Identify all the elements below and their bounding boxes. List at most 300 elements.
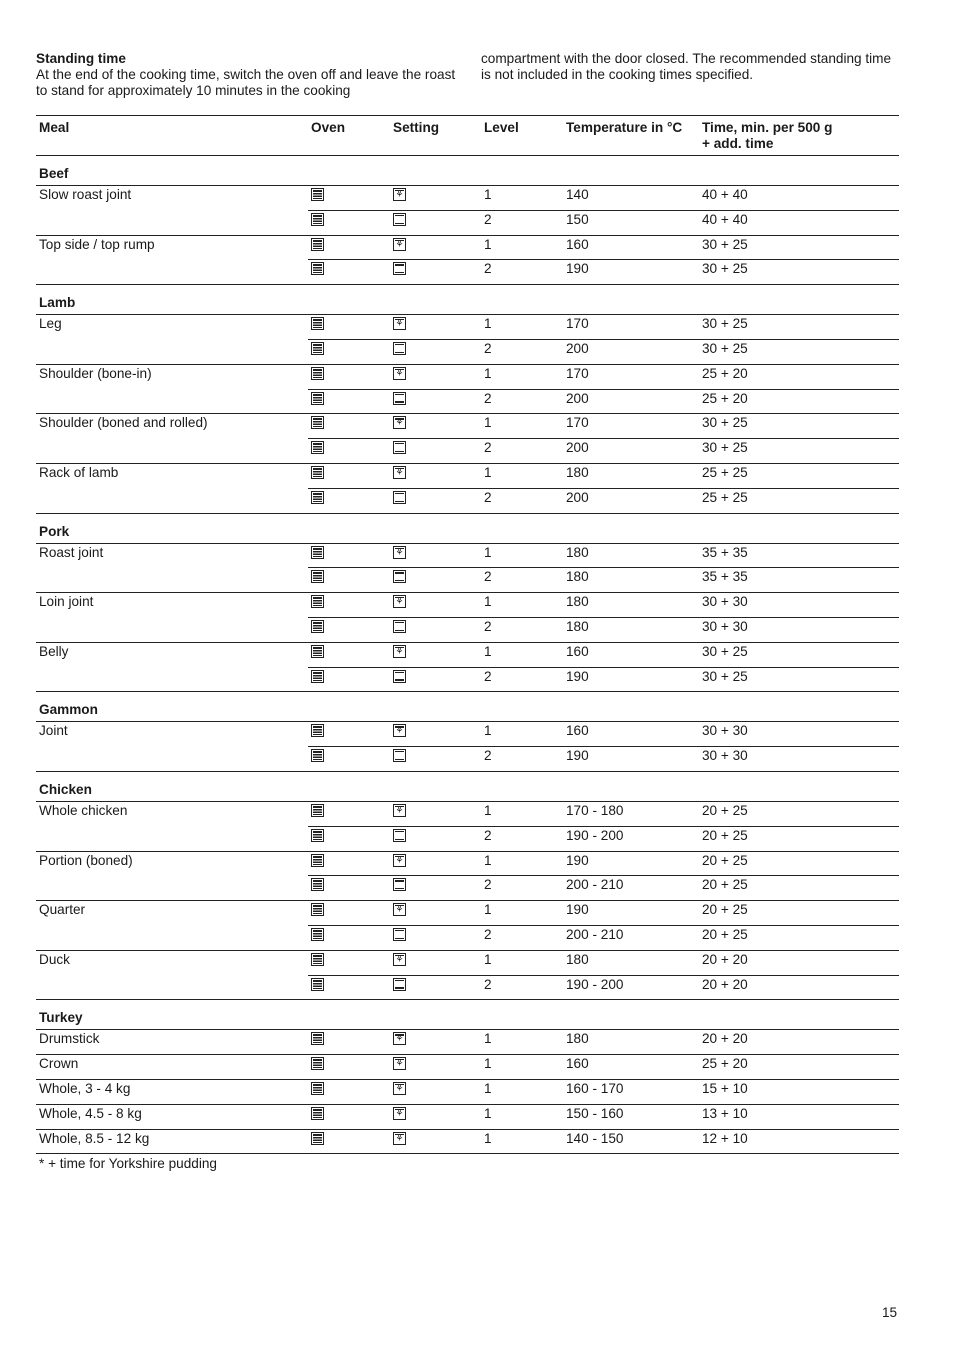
level-cell: 2 — [481, 747, 563, 772]
time-cell: 30 + 25 — [699, 235, 899, 260]
setting-cell — [390, 901, 481, 926]
oven-cell — [308, 1104, 390, 1129]
time-cell: 30 + 30 — [699, 722, 899, 747]
time-cell: 20 + 25 — [699, 826, 899, 851]
fan-icon — [393, 238, 406, 251]
level-cell: 2 — [481, 667, 563, 692]
setting-cell — [390, 1104, 481, 1129]
fan-icon — [393, 1057, 406, 1070]
level-cell: 2 — [481, 876, 563, 901]
oven-cell — [308, 593, 390, 618]
meal-cell — [36, 876, 308, 901]
temp-cell: 190 - 200 — [563, 826, 699, 851]
oven-icon — [311, 1082, 324, 1095]
setting-cell — [390, 747, 481, 772]
time-cell: 12 + 10 — [699, 1129, 899, 1154]
table-row — [36, 876, 899, 901]
time-cell: 30 + 30 — [699, 617, 899, 642]
level-cell: 1 — [481, 1129, 563, 1154]
setting-cell — [390, 543, 481, 568]
top-bottom-heat-icon — [393, 342, 406, 355]
time-cell: 30 + 25 — [699, 414, 899, 439]
group-title: Turkey — [36, 1000, 899, 1030]
temp-cell: 190 — [563, 260, 699, 285]
meal-cell — [36, 826, 308, 851]
setting-cell — [390, 568, 481, 593]
oven-cell — [308, 235, 390, 260]
oven-cell — [308, 463, 390, 488]
temp-cell: 160 - 170 — [563, 1079, 699, 1104]
temp-cell: 170 — [563, 364, 699, 389]
oven-cell — [308, 1030, 390, 1055]
meal-cell: Whole, 4.5 - 8 kg — [36, 1104, 308, 1129]
oven-cell — [308, 1079, 390, 1104]
time-cell: 20 + 25 — [699, 801, 899, 826]
oven-icon — [311, 416, 324, 429]
setting-cell — [390, 876, 481, 901]
fan-icon — [393, 188, 406, 201]
oven-cell — [308, 801, 390, 826]
oven-cell — [308, 414, 390, 439]
table-row — [36, 389, 899, 414]
meal-cell: Slow roast joint — [39, 187, 132, 202]
table-row — [36, 1079, 899, 1104]
oven-cell — [308, 543, 390, 568]
meal-cell: Joint — [39, 723, 68, 739]
table-row — [36, 186, 899, 211]
oven-icon — [311, 724, 324, 737]
top-bottom-heat-icon — [393, 392, 406, 405]
level-cell: 2 — [481, 488, 563, 513]
oven-cell — [308, 722, 390, 747]
setting-cell — [390, 235, 481, 260]
table-row — [36, 235, 899, 260]
time-cell: 20 + 25 — [699, 876, 899, 901]
setting-cell — [390, 186, 481, 211]
time-cell: 25 + 25 — [699, 488, 899, 513]
intro-right-column — [481, 51, 901, 83]
meal-cell: Shoulder (bone-in) — [39, 365, 152, 381]
table-row — [36, 617, 899, 642]
temp-cell: 200 - 210 — [563, 876, 699, 901]
standing-time-heading: Standing time — [36, 51, 126, 66]
intro-right-text: compartment with the door closed. The recommended standing time is not included in the cooking times specified. — [481, 51, 892, 82]
table-row — [36, 463, 899, 488]
table-row — [36, 1055, 899, 1080]
temp-cell: 200 — [563, 439, 699, 464]
temp-cell: 160 — [563, 1055, 699, 1080]
meal-cell — [36, 667, 308, 692]
meal-cell: Crown — [36, 1055, 308, 1080]
fan-icon — [393, 804, 406, 817]
oven-icon — [311, 188, 324, 201]
group-row — [36, 771, 899, 801]
temp-cell: 180 — [563, 543, 699, 568]
setting-cell — [390, 593, 481, 618]
level-cell: 2 — [481, 439, 563, 464]
table-row — [36, 260, 899, 285]
group-title: Pork — [36, 513, 899, 543]
temp-cell: 200 - 210 — [563, 925, 699, 950]
oven-cell — [308, 901, 390, 926]
time-cell: 25 + 25 — [699, 463, 899, 488]
oven-cell — [308, 642, 390, 667]
meal-cell: Roast joint — [39, 544, 104, 560]
setting-cell — [390, 1055, 481, 1080]
time-cell: 35 + 35 — [699, 568, 899, 593]
oven-icon — [311, 1132, 324, 1145]
oven-cell — [308, 925, 390, 950]
top-bottom-heat-icon — [393, 670, 406, 683]
temp-cell: 180 — [563, 617, 699, 642]
group-row — [36, 285, 899, 315]
meal-cell — [36, 439, 308, 464]
time-cell: 30 + 25 — [699, 439, 899, 464]
header-time — [699, 116, 899, 156]
oven-icon — [311, 342, 324, 355]
oven-icon — [311, 1032, 324, 1045]
oven-icon — [311, 670, 324, 683]
fan-icon — [393, 317, 406, 330]
oven-icon — [311, 645, 324, 658]
table-body — [36, 156, 899, 1154]
oven-cell — [308, 210, 390, 235]
time-cell: 20 + 25 — [699, 851, 899, 876]
top-bottom-heat-icon — [393, 978, 406, 991]
header-level: Level — [481, 116, 563, 156]
oven-cell — [308, 747, 390, 772]
meal-cell: Whole, 8.5 - 12 kg — [36, 1129, 308, 1154]
meal-cell — [36, 488, 308, 513]
table-row — [36, 722, 899, 747]
table-row — [36, 488, 899, 513]
oven-cell — [308, 439, 390, 464]
oven-cell — [308, 389, 390, 414]
fan-icon — [393, 645, 406, 658]
time-cell: 13 + 10 — [699, 1104, 899, 1129]
oven-cell — [308, 667, 390, 692]
intro-left-column — [36, 51, 456, 99]
setting-cell — [390, 950, 481, 975]
level-cell: 1 — [481, 235, 563, 260]
oven-icon — [311, 262, 324, 275]
oven-icon — [311, 1057, 324, 1070]
table-row — [36, 950, 899, 975]
group-title: Beef — [36, 156, 899, 186]
meal-cell: Leg — [39, 316, 62, 332]
time-cell: 25 + 20 — [699, 1055, 899, 1080]
oven-icon — [311, 978, 324, 991]
meal-cell — [36, 339, 308, 364]
group-row — [36, 156, 899, 186]
setting-cell — [390, 389, 481, 414]
cooking-table — [36, 115, 899, 1154]
level-cell: 2 — [481, 389, 563, 414]
meal-cell: Shoulder (boned and rolled) — [39, 415, 208, 431]
group-title: Chicken — [36, 771, 899, 801]
temp-cell: 200 — [563, 488, 699, 513]
level-cell: 1 — [481, 186, 563, 211]
time-cell: 30 + 25 — [699, 260, 899, 285]
setting-cell — [390, 1079, 481, 1104]
setting-cell — [390, 1030, 481, 1055]
group-title: Gammon — [36, 692, 899, 722]
level-cell: 2 — [481, 975, 563, 1000]
time-cell: 20 + 25 — [699, 901, 899, 926]
time-cell: 15 + 10 — [699, 1079, 899, 1104]
temp-cell: 190 — [563, 851, 699, 876]
oven-cell — [308, 975, 390, 1000]
level-cell: 1 — [481, 851, 563, 876]
table-row — [36, 747, 899, 772]
fan-icon — [393, 953, 406, 966]
level-cell: 1 — [481, 1030, 563, 1055]
level-cell: 1 — [481, 950, 563, 975]
oven-icon — [311, 570, 324, 583]
oven-icon — [311, 928, 324, 941]
meal-cell — [36, 568, 308, 593]
temp-cell: 170 — [563, 414, 699, 439]
table-row — [36, 667, 899, 692]
table-row — [36, 543, 899, 568]
group-row — [36, 1000, 899, 1030]
temp-cell: 160 — [563, 722, 699, 747]
level-cell: 1 — [481, 315, 563, 340]
table-row — [36, 439, 899, 464]
table-row — [36, 414, 899, 439]
temp-cell: 140 - 150 — [563, 1129, 699, 1154]
setting-cell — [390, 364, 481, 389]
fan-icon — [393, 367, 406, 380]
meal-cell: Quarter — [39, 902, 86, 918]
meal-cell — [36, 617, 308, 642]
setting-cell — [390, 801, 481, 826]
top-bottom-heat-icon — [393, 749, 406, 762]
temp-cell: 180 — [563, 593, 699, 618]
oven-icon — [311, 749, 324, 762]
top-bottom-heat-icon — [393, 213, 406, 226]
oven-icon — [311, 367, 324, 380]
temp-cell: 140 — [563, 186, 699, 211]
setting-cell — [390, 851, 481, 876]
level-cell: 1 — [481, 543, 563, 568]
temp-cell: 180 — [563, 1030, 699, 1055]
setting-cell — [390, 925, 481, 950]
header-time-line2: + add. time — [702, 136, 774, 151]
table-row — [36, 851, 899, 876]
setting-cell — [390, 617, 481, 642]
oven-cell — [308, 260, 390, 285]
oven-icon — [311, 213, 324, 226]
meal-cell: Whole, 3 - 4 kg — [36, 1079, 308, 1104]
meal-cell — [36, 260, 308, 285]
oven-icon — [311, 829, 324, 842]
header-oven: Oven — [308, 116, 390, 156]
header-meal: Meal — [36, 116, 308, 156]
time-cell: 30 + 30 — [699, 747, 899, 772]
temp-cell: 180 — [563, 950, 699, 975]
level-cell: 2 — [481, 826, 563, 851]
oven-cell — [308, 950, 390, 975]
setting-cell — [390, 642, 481, 667]
level-cell: 1 — [481, 642, 563, 667]
top-bottom-heat-icon — [393, 491, 406, 504]
level-cell: 1 — [481, 463, 563, 488]
setting-cell — [390, 210, 481, 235]
time-cell: 20 + 20 — [699, 950, 899, 975]
level-cell: 1 — [481, 593, 563, 618]
temp-cell: 160 — [563, 642, 699, 667]
meal-cell: Belly — [39, 643, 69, 659]
oven-cell — [308, 339, 390, 364]
temp-cell: 170 — [563, 315, 699, 340]
oven-icon — [311, 1107, 324, 1120]
oven-icon — [311, 546, 324, 559]
temp-cell: 200 — [563, 339, 699, 364]
time-cell: 40 + 40 — [699, 210, 899, 235]
setting-cell — [390, 826, 481, 851]
oven-icon — [311, 317, 324, 330]
time-cell: 30 + 25 — [699, 315, 899, 340]
setting-cell — [390, 975, 481, 1000]
time-cell: 30 + 25 — [699, 339, 899, 364]
top-bottom-heat-icon — [393, 570, 406, 583]
time-cell: 40 + 40 — [699, 186, 899, 211]
oven-icon — [311, 392, 324, 405]
oven-icon — [311, 903, 324, 916]
table-row — [36, 593, 899, 618]
oven-cell — [308, 876, 390, 901]
oven-icon — [311, 441, 324, 454]
top-bottom-heat-icon — [393, 829, 406, 842]
top-bottom-heat-icon — [393, 620, 406, 633]
temp-cell: 190 — [563, 747, 699, 772]
level-cell: 2 — [481, 339, 563, 364]
meal-cell — [36, 210, 308, 235]
time-cell: 25 + 20 — [699, 364, 899, 389]
temp-cell: 170 - 180 — [563, 801, 699, 826]
oven-cell — [308, 488, 390, 513]
oven-icon — [311, 953, 324, 966]
oven-icon — [311, 804, 324, 817]
meal-cell: Rack of lamb — [39, 464, 119, 480]
table-row — [36, 339, 899, 364]
oven-icon — [311, 238, 324, 251]
table-row — [36, 315, 899, 340]
level-cell: 1 — [481, 901, 563, 926]
meal-cell: Loin joint — [39, 594, 94, 610]
table-row — [36, 901, 899, 926]
fan-icon — [393, 724, 406, 737]
time-cell: 30 + 30 — [699, 593, 899, 618]
oven-cell — [308, 186, 390, 211]
table-row — [36, 210, 899, 235]
oven-icon — [311, 595, 324, 608]
fan-icon — [393, 903, 406, 916]
top-bottom-heat-icon — [393, 928, 406, 941]
level-cell: 2 — [481, 925, 563, 950]
meal-cell: Portion (boned) — [39, 852, 133, 868]
fan-icon — [393, 854, 406, 867]
meal-cell: Whole chicken — [39, 802, 128, 818]
header-time-line1: Time, min. per 500 g — [702, 120, 833, 135]
footnote: * + time for Yorkshire pudding — [39, 1156, 217, 1171]
table-row — [36, 568, 899, 593]
setting-cell — [390, 439, 481, 464]
setting-cell — [390, 339, 481, 364]
level-cell: 1 — [481, 801, 563, 826]
setting-cell — [390, 1129, 481, 1154]
level-cell: 1 — [481, 364, 563, 389]
temp-cell: 180 — [563, 568, 699, 593]
meal-cell — [36, 975, 308, 1000]
table-row — [36, 925, 899, 950]
oven-icon — [311, 878, 324, 891]
level-cell: 1 — [481, 1104, 563, 1129]
meal-cell — [36, 925, 308, 950]
time-cell: 25 + 20 — [699, 389, 899, 414]
temp-cell: 200 — [563, 389, 699, 414]
oven-cell — [308, 1129, 390, 1154]
setting-cell — [390, 463, 481, 488]
setting-cell — [390, 260, 481, 285]
table-row — [36, 1129, 899, 1154]
fan-icon — [393, 1107, 406, 1120]
oven-cell — [308, 364, 390, 389]
fan-icon — [393, 416, 406, 429]
oven-cell — [308, 617, 390, 642]
meal-cell — [36, 389, 308, 414]
top-bottom-heat-icon — [393, 878, 406, 891]
time-cell: 20 + 20 — [699, 975, 899, 1000]
level-cell: 1 — [481, 414, 563, 439]
level-cell: 2 — [481, 617, 563, 642]
page-number: 15 — [882, 1305, 898, 1320]
setting-cell — [390, 667, 481, 692]
fan-icon — [393, 1132, 406, 1145]
level-cell: 1 — [481, 1055, 563, 1080]
top-bottom-heat-icon — [393, 262, 406, 275]
table-row — [36, 642, 899, 667]
temp-cell: 190 - 200 — [563, 975, 699, 1000]
intro-left-text: At the end of the cooking time, switch the oven off and leave the roast to stand for approximately 10 minutes in the cooking — [36, 67, 456, 98]
fan-icon — [393, 466, 406, 479]
table-row — [36, 801, 899, 826]
oven-cell — [308, 315, 390, 340]
level-cell: 1 — [481, 722, 563, 747]
oven-cell — [308, 851, 390, 876]
temp-cell: 190 — [563, 667, 699, 692]
time-cell: 20 + 20 — [699, 1030, 899, 1055]
oven-cell — [308, 1055, 390, 1080]
fan-icon — [393, 1032, 406, 1045]
temp-cell: 190 — [563, 901, 699, 926]
group-row — [36, 692, 899, 722]
setting-cell — [390, 722, 481, 747]
temp-cell: 150 — [563, 210, 699, 235]
table-header-row — [36, 116, 899, 156]
oven-cell — [308, 568, 390, 593]
meal-cell: Top side / top rump — [39, 236, 155, 252]
temp-cell: 160 — [563, 235, 699, 260]
oven-icon — [311, 466, 324, 479]
temp-cell: 150 - 160 — [563, 1104, 699, 1129]
fan-icon — [393, 1082, 406, 1095]
oven-icon — [311, 854, 324, 867]
meal-cell: Drumstick — [36, 1030, 308, 1055]
oven-icon — [311, 620, 324, 633]
top-bottom-heat-icon — [393, 441, 406, 454]
